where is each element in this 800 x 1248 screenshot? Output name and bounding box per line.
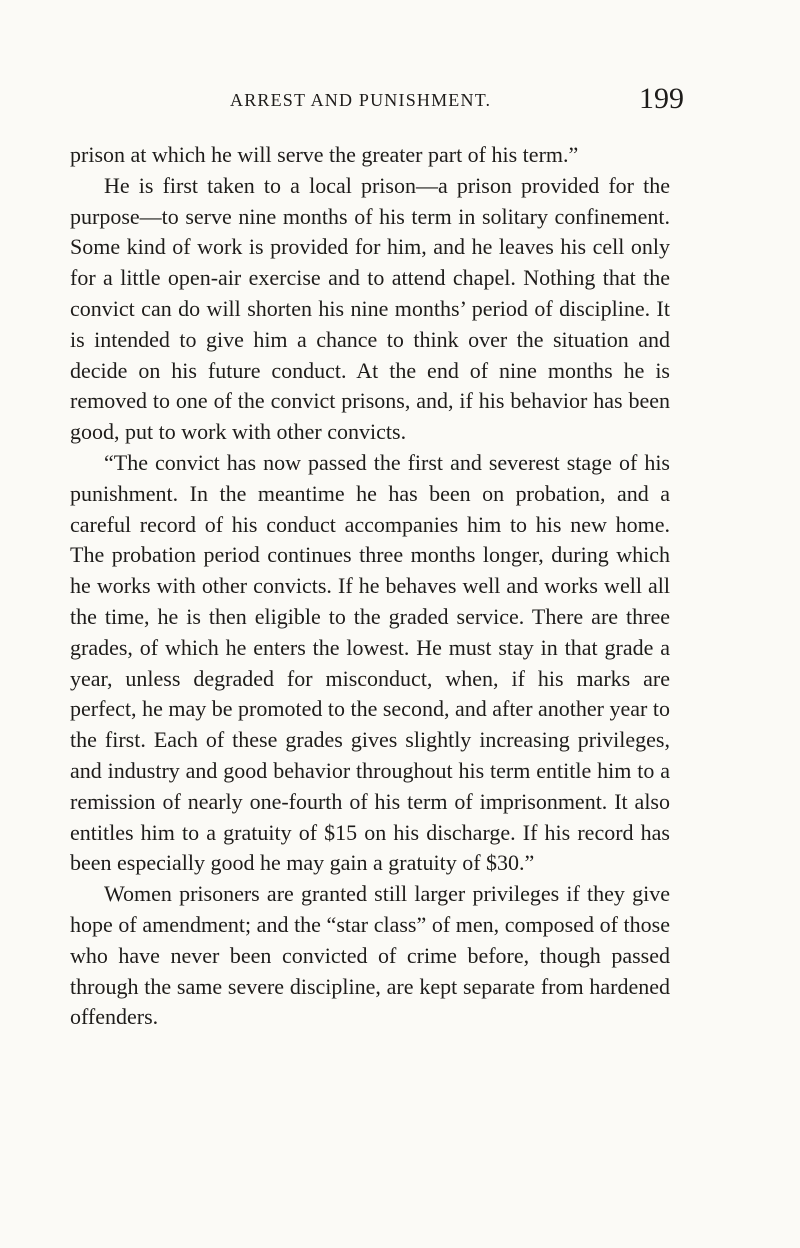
paragraph-3: “The convict has now passed the first and severest stage of his punishment. In the meantime he has been on probation, and a careful record of his conduct accompanies him to his new home. The probation period continues three months longer, during which he works with other convicts. If he behaves well and works well all the time, he is then eligible to the graded service. There are three grades, of which he enters the lowest. He must stay in that grade a year, unless degraded for misconduct, when, if his marks are perfect, he may be promoted to the second, and after another year to the first. Each of these grades gives slightly increasing privileges, and industry and good behavior throughout his term entitle him to a remission of nearly one-fourth of his term of imprisonment. It also entitles him to a gratuity of $15 on his discharge. If his record has been especially good he may gain a gratuity of $30.”: [70, 449, 670, 876]
paragraph-4: Women prisoners are granted still larger privileges if they give hope of amendment; and the “star class” of men, composed of those who have never been convicted of crime before, though passed through the same severe discipline, are kept separate from hardened offenders.: [70, 881, 670, 1030]
paragraph-2: He is first taken to a local prison—a prison provided for the purpose—to serve nine months of his term in solitary confinement. Some kind of work is provided for him, and he leaves his cell only for a little open-air exercise and to attend chapel. Nothing that the convict can do will shorten his nine months’ period of discipline. It is intended to give him a chance to think over the situation and decide on his future conduct. At the end of nine months he is removed to one of the convict prisons, and, if his behavior has been good, put to work with other convicts.: [70, 172, 670, 445]
paragraph-1: prison at which he will serve the greater part of his term.”: [70, 142, 579, 167]
page-number: 199: [639, 82, 684, 115]
body-text: [70, 140, 670, 1033]
running-title: ARREST AND PUNISHMENT.: [230, 90, 492, 110]
running-head: [70, 82, 684, 126]
